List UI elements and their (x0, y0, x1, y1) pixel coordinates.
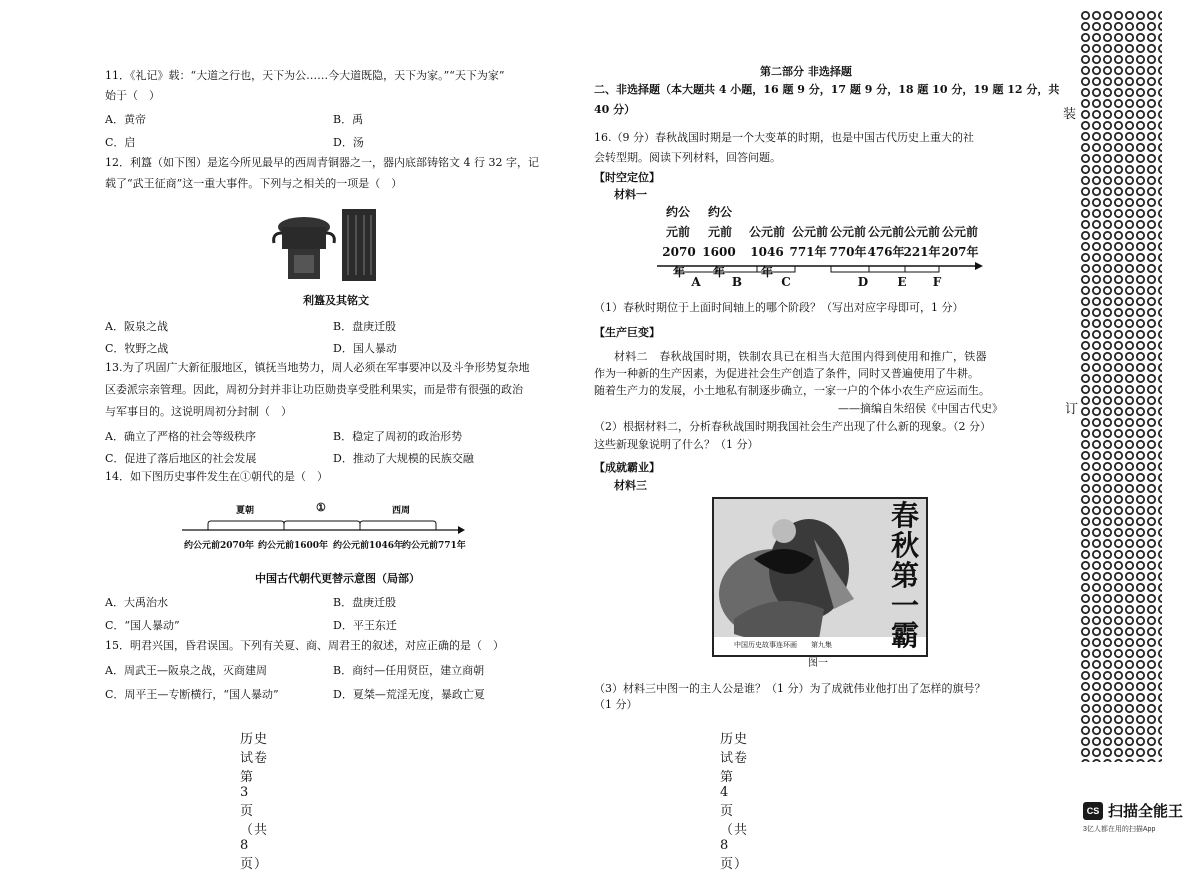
q13-stem-line3: 与军事目的。这说明周初分封制（ ） (105, 405, 292, 418)
q15-stem: 15．明君兴国，昏君误国。下列有关夏、商、周君王的叙述，对应正确的是（ ） (105, 639, 504, 652)
q11-option-c: C．启 (105, 136, 136, 149)
q14-option-c: C．“国人暴动” (105, 619, 180, 632)
sub-question-2-line1: （2）根据材料二，分析春秋战国时期我国社会生产出现了什么新的现象。（2 分） (594, 420, 991, 433)
material-1-label: 材料一 (614, 188, 647, 201)
timeline-top-label: 公元前 (903, 225, 940, 239)
q11-option-b: B．禹 (333, 113, 364, 126)
q11-stem-line2: 始于（ ） (105, 89, 160, 102)
q14-stem: 14．如下图历史事件发生在①朝代的是（ ） (105, 470, 328, 483)
figure-caption: 图一 (808, 658, 828, 669)
part-title: 第二部分 非选择题 (760, 65, 852, 78)
timeline-top-label: 约公 (707, 205, 732, 219)
q12-stem-line2: 载了“武王征商”这一重大事件。下列与之相关的一项是（ ） (105, 177, 403, 190)
q14-segment-label: 西周 (392, 506, 411, 516)
material-2-line2: 作为一种新的生产因素，为促进社会生产创造了条件，同时又普遍使用了牛耕。 (594, 367, 979, 380)
timeline-year-label: 1600年 (702, 245, 736, 279)
timeline-letter: B (731, 275, 743, 289)
right-page-footer: 历史试卷 第 4 页（共 8 页） (720, 732, 749, 872)
timeline-top-label: 公元前 (867, 225, 904, 239)
decorative-pattern-strip (1080, 10, 1162, 762)
timeline-year-label: 770年 (829, 245, 867, 259)
q12-option-a: A．阪泉之战 (105, 320, 168, 333)
comic-series-label: 中国历史故事连环画 第九集 (734, 641, 832, 649)
timeline-top-label: 约公 (665, 205, 690, 219)
timeline-letter: D (857, 275, 869, 289)
q11-stem-line1: 11．《礼记》载：“大道之行也，天下为公……今大道既隐，天下为家。”“天下为家” (105, 69, 505, 82)
comic-title-char: 秋 (890, 529, 919, 562)
tag-production: 【生产巨变】 (594, 326, 660, 339)
q14-option-b: B．盘庚迁殷 (333, 596, 397, 609)
timeline-top-label: 公元前 (791, 225, 828, 239)
li-gui-bronze-image (272, 205, 382, 285)
sub-question-3-line1: （3）材料三中图一的主人公是谁？（1 分）为了成就伟业他打出了怎样的旗号？ (594, 682, 986, 695)
timeline-mid-label: 元前 (665, 225, 690, 239)
tag-hegemony: 【成就霸业】 (594, 461, 660, 474)
timeline-top-label: 公元前 (748, 225, 785, 239)
timeline-letter: F (932, 275, 942, 289)
q13-stem-line1: 13.为了巩固广大新征服地区，镇抚当地势力，周人必须在军事要冲以及斗争形势复杂地 (105, 361, 530, 374)
timeline-year-label: 1046年 (750, 245, 784, 279)
q15-option-b: B．商纣—任用贤臣，建立商朝 (333, 664, 485, 677)
sub-question-2-line2: 这些新现象说明了什么？（1 分） (594, 438, 759, 451)
comic-title-char: 第 (890, 559, 919, 592)
comic-cover-figure (712, 497, 928, 657)
comic-title-char: 春 (890, 499, 919, 532)
q11-option-d: D．汤 (333, 136, 364, 149)
q14-segment-label: 夏朝 (236, 506, 255, 516)
q14-date-label: 约公元前2070年 (184, 541, 255, 551)
timeline-mid-label: 元前 (707, 225, 732, 239)
timeline-year-label: 2070年 (662, 245, 696, 279)
material-2-source: ——摘编自朱绍侯《中国古代史》 (838, 402, 1003, 415)
q13-option-c: C．促进了落后地区的社会发展 (105, 452, 257, 465)
q12-option-b: B．盘庚迁殷 (333, 320, 397, 333)
timeline-letter: A (691, 275, 701, 289)
q11-option-a: A．黄帝 (105, 113, 146, 126)
q14-option-a: A．大禹治水 (105, 596, 168, 609)
left-page-footer: 历史试卷 第 3 页（共 8 页） (240, 732, 269, 872)
scanner-watermark (1083, 800, 1183, 834)
q13-stem-line2: 区委派宗亲管理。因此，周初分封并非让功臣勋贵享受胜利果实，而是带有很强的政治 (105, 383, 523, 396)
q12-stem-line1: 12．利簋（如下图）是迄今所见最早的西周青铜器之一，器内底部铸铭文 4 行 32 字，记 (105, 156, 539, 169)
timeline-letter: E (897, 275, 907, 289)
q13-option-b: B．稳定了周初的政治形势 (333, 430, 463, 443)
q14-segment-label: ① (316, 501, 326, 514)
q14-option-d: D．平王东迁 (333, 619, 397, 632)
material-2-line3: 随着生产力的发展，小土地私有制逐步确立，一家一户的个体小农生产应运而生。 (594, 384, 990, 397)
cs-logo-icon: CS (1083, 802, 1103, 820)
sub-question-1: （1）春秋时期位于上面时间轴上的哪个阶段？（写出对应字母即可，1 分） (594, 301, 964, 314)
timeline-letter: C (781, 275, 791, 289)
q13-option-a: A．确立了严格的社会等级秩序 (105, 430, 256, 443)
scanner-tagline: 3亿人都在用的扫描App (1083, 826, 1156, 833)
timeline-top-label: 公元前 (829, 225, 866, 239)
q16-stem-line1: 16.（9 分）春秋战国时期是一个大变革的时期，也是中国古代历史上重大的社 (594, 131, 974, 144)
timeline-top-label: 公元前 (941, 225, 978, 239)
timeline-year-label: 207年 (941, 245, 979, 259)
scanner-app-name: 扫描全能王 (1108, 803, 1184, 820)
tag-time-space: 【时空定位】 (594, 171, 660, 184)
q12-option-c: C．牧野之战 (105, 342, 169, 355)
section-heading-line1: 二、非选择题（本大题共 4 小题，16 题 9 分，17 题 9 分，18 题 10 分，19 题 12 分，共 (594, 83, 1060, 96)
timeline-year-label: 476年 (867, 245, 905, 259)
q14-date-label: 约公元前771年 (402, 541, 466, 551)
material-3-label: 材料三 (614, 479, 647, 492)
sub-question-3-line2: （1 分） (594, 698, 638, 711)
material-2-line1: 材料二 春秋战国时期，铁制农具已在相当大范围内得到使用和推广，铁器 (614, 350, 987, 363)
q15-option-c: C．周平王—专断横行，“国人暴动” (105, 688, 279, 701)
q12-figure-caption: 利簋及其铭文 (303, 294, 369, 307)
comic-title-char: 霸 (890, 619, 919, 652)
q15-option-a: A．周武王—阪泉之战，灭商建周 (105, 664, 267, 677)
binding-label-zhuang: 装 (1063, 107, 1077, 122)
q15-option-d: D．夏桀—荒淫无度，暴政亡夏 (333, 688, 485, 701)
timeline-year-label: 771年 (789, 245, 827, 259)
timeline-year-label: 221年 (903, 245, 941, 259)
q14-date-label: 约公元前1600年 (258, 541, 329, 551)
comic-title-char: 一 (890, 589, 919, 622)
q14-date-label: 约公元前1046年 (333, 541, 404, 551)
q13-option-d: D．推动了大规模的民族交融 (333, 452, 474, 465)
binding-label-ding: 订 (1065, 402, 1079, 417)
comic-cover-title (886, 501, 924, 651)
section-heading-line2: 40 分） (594, 103, 636, 116)
q16-stem-line2: 会转型期。阅读下列材料，回答问题。 (594, 151, 781, 164)
q14-figure-caption: 中国古代朝代更替示意图（局部） (255, 572, 420, 585)
q12-option-d: D．国人暴动 (333, 342, 397, 355)
